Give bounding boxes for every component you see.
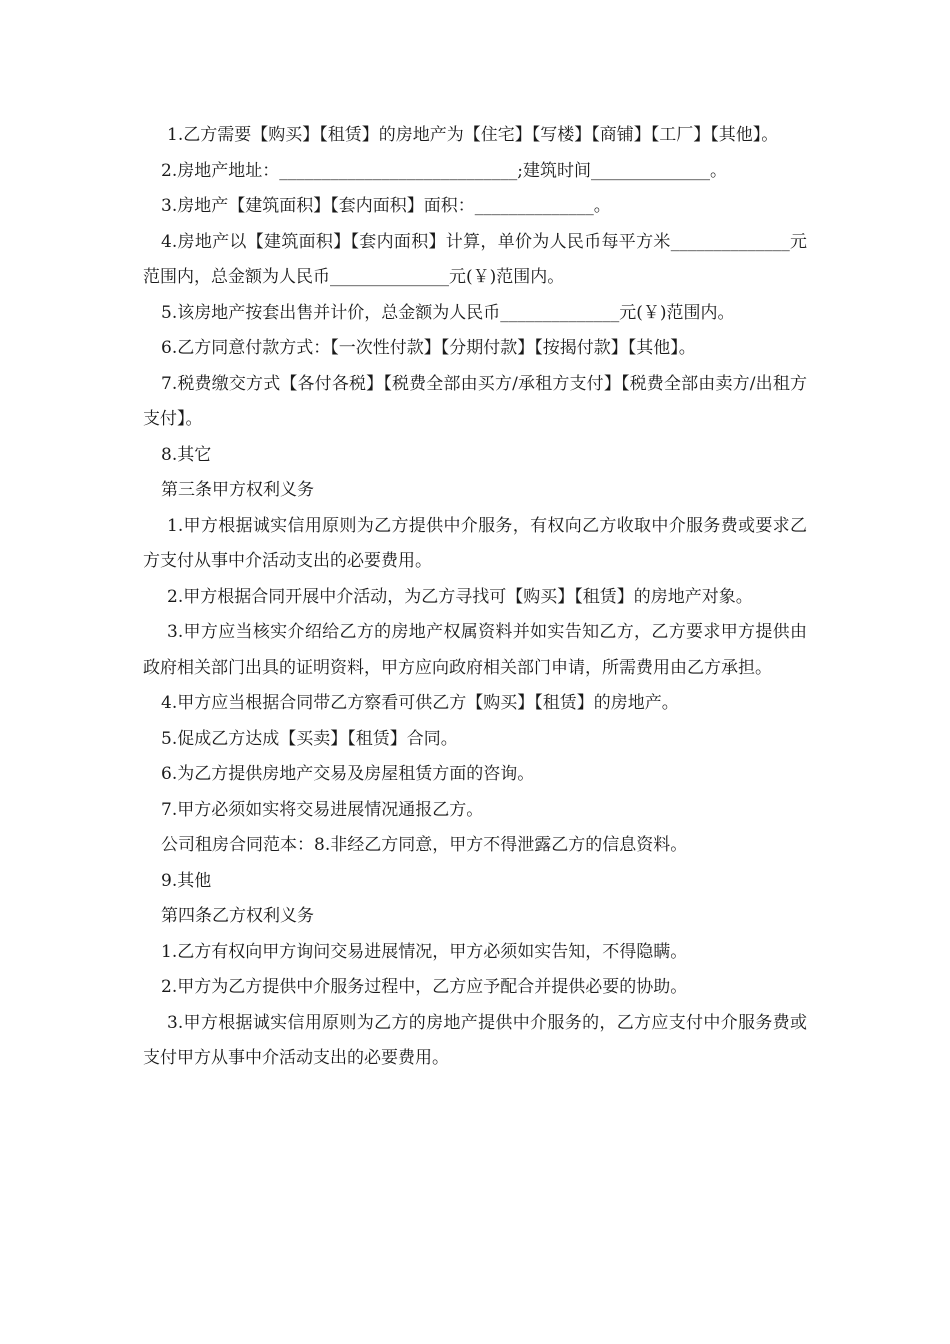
clause-3-item-9: 9.其他 (161, 870, 212, 891)
clause-4-item-2: 2.甲方为乙方提供中介服务过程中，乙方应予配合并提供必要的协助。 (161, 977, 688, 997)
clause-3-item-3: 3.甲方应当核实介绍给乙方的房地产权属资料并如实告知乙方，乙方要求甲方提供由政府相关部门出具的证明资料，甲方应向政府相关部门申请，所需费用由乙方承担。 (143, 622, 807, 678)
clause-2-item-5: 5.该房地产按套出售并计价，总金额为人民币______________元(￥)范围内。 (161, 302, 735, 323)
clause-2-item-2: 2.房地产地址：____________________________;建筑时间______________。 (161, 160, 727, 181)
clause-3-item-2: 2.甲方根据合同开展中介活动，为乙方寻找可【购买】【租赁】的房地产对象。 (167, 586, 753, 607)
clause-2-item-4: 4.房地产以【建筑面积】【套内面积】计算，单价为人民币每平方米______________元范围内，总金额为人民币______________元(￥)范围内。 (143, 231, 807, 287)
clause-2-item-1: 1.乙方需要【购买】【租赁】的房地产为【住宅】【写楼】【商铺】【工厂】【其他】。 (167, 125, 779, 145)
clause-3-item-1: 1.甲方根据诚实信用原则为乙方提供中介服务，有权向乙方收取中介服务费或要求乙方支付从事中介活动支出的必要费用。 (143, 515, 807, 571)
clause-4-item-3: 3.甲方根据诚实信用原则为乙方的房地产提供中介服务的，乙方应支付中介服务费或支付甲方从事中介活动支出的必要费用。 (143, 1012, 807, 1068)
clause-3-item-7: 7.甲方必须如实将交易进展情况通报乙方。 (161, 799, 484, 820)
clause-3-item-8: 公司租房合同范本：8.非经乙方同意，甲方不得泄露乙方的信息资料。 (161, 835, 688, 855)
clause-2-item-3: 3.房地产【建筑面积】【套内面积】面积：______________。 (161, 196, 611, 216)
clause-3-item-6: 6.为乙方提供房地产交易及房屋租赁方面的咨询。 (161, 764, 535, 784)
clause-2-item-6: 6.乙方同意付款方式：【一次性付款】【分期付款】【按揭付款】【其他】。 (161, 338, 696, 358)
clause-3-heading: 第三条甲方权利义务 (161, 480, 314, 500)
clause-3-item-5: 5.促成乙方达成【买卖】【租赁】合同。 (161, 728, 458, 749)
clause-2-item-8: 8.其它 (161, 444, 212, 465)
clause-3-item-4: 4.甲方应当根据合同带乙方察看可供乙方【购买】【租赁】的房地产。 (161, 693, 679, 713)
clause-4-heading: 第四条乙方权利义务 (161, 906, 314, 926)
clause-2-item-7: 7.税费缴交方式【各付各税】【税费全部由买方/承租方支付】【税费全部由卖方/出租方支付】。 (143, 373, 807, 429)
document-body (143, 118, 807, 1077)
clause-4-item-1: 1.乙方有权向甲方询问交易进展情况，甲方必须如实告知，不得隐瞒。 (161, 941, 688, 962)
